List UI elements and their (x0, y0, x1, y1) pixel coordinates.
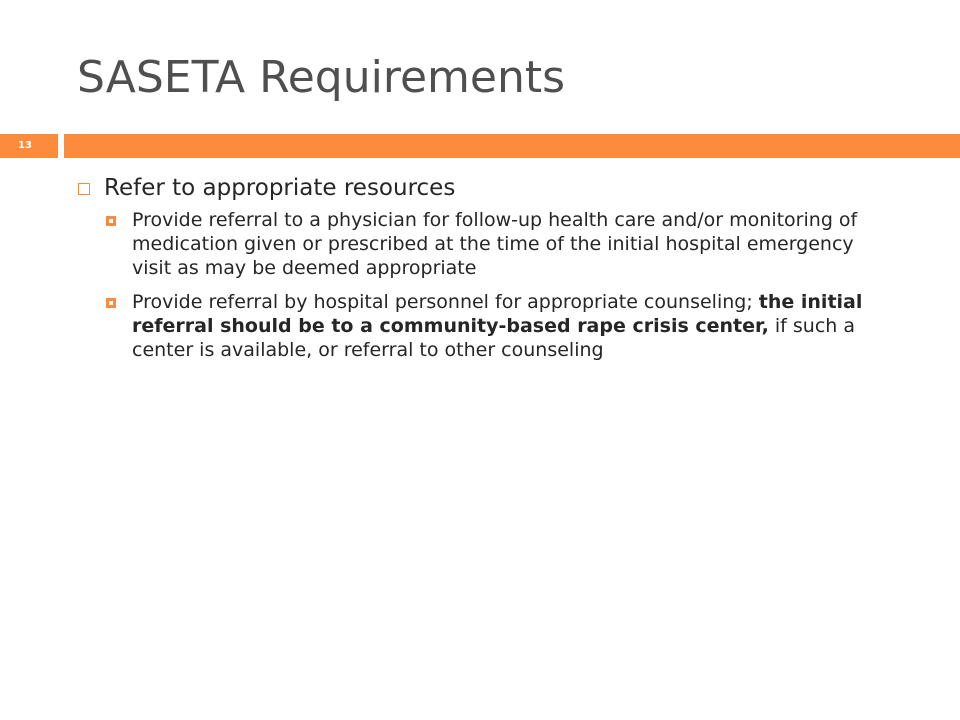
slide-body (74, 172, 894, 372)
slide-title: SASETA Requirements (77, 52, 566, 103)
sub-bullet-text-bold: the initial referral should be to a community-based rape crisis center, (132, 291, 863, 337)
bullet-level1 (74, 172, 894, 204)
hollow-square-icon (78, 183, 90, 195)
title-divider-bar (64, 134, 960, 158)
list-item (74, 208, 894, 280)
sub-bullet-text-regular-end: if such a center is available, or referral to other counseling (132, 315, 855, 361)
filled-square-bullet-icon (106, 216, 116, 226)
list-item (74, 290, 894, 362)
sub-bullet-text: Provide referral to a physician for follow-up health care and/or monitoring of medication given or prescribed at the time of the initial hospital emergency visit as may be deemed appropriate (132, 209, 858, 279)
slide-number-box (0, 134, 58, 158)
sub-bullet-list (74, 208, 894, 362)
slide-number: 13 (18, 140, 32, 151)
filled-square-bullet-icon (106, 298, 116, 308)
sub-bullet-text-regular: Provide referral by hospital personnel for appropriate counseling; (132, 291, 759, 313)
bullet-level1-text: Refer to appropriate resources (104, 175, 456, 201)
